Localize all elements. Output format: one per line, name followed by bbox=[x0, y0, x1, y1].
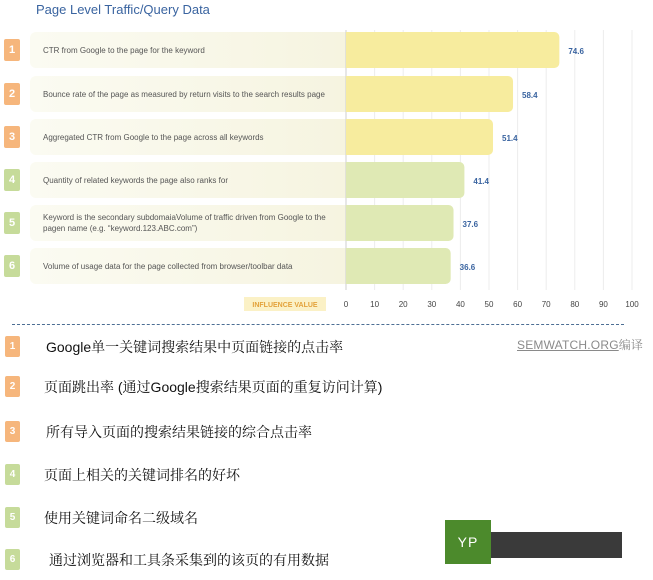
list-item-text: 所有导入页面的搜索结果链接的综合点击率 bbox=[46, 424, 312, 440]
value-label: 41.4 bbox=[473, 177, 489, 186]
divider bbox=[12, 324, 624, 325]
tick-label: 40 bbox=[455, 300, 465, 309]
bar-base bbox=[346, 32, 352, 68]
value-label: 37.6 bbox=[462, 220, 479, 229]
row-number: 1 bbox=[4, 39, 20, 61]
bar-base bbox=[346, 162, 352, 198]
list-number: 1 bbox=[5, 336, 20, 357]
tick-label: 80 bbox=[570, 300, 580, 309]
list-number: 3 bbox=[5, 421, 20, 442]
category-label: Volume of usage data for the page collected from browser/toolbar data bbox=[30, 248, 346, 284]
category-label: CTR from Google to the page for the keyword bbox=[30, 32, 346, 68]
tick-label: 0 bbox=[343, 300, 349, 309]
list-number: 6 bbox=[5, 549, 20, 570]
tick-label: 100 bbox=[625, 300, 639, 309]
row-number: 5 bbox=[4, 212, 20, 234]
bar bbox=[346, 248, 451, 284]
list-item-text: 通过浏览器和工具条采集到的该页的有用数据 bbox=[49, 552, 329, 568]
yp-logo: YP bbox=[445, 520, 491, 564]
category-label: Aggregated CTR from Google to the page across all keywords bbox=[30, 119, 346, 155]
credit bbox=[517, 336, 643, 353]
bar-base bbox=[346, 248, 352, 284]
bar-base bbox=[346, 76, 352, 112]
value-label: 58.4 bbox=[522, 91, 538, 100]
list-number: 5 bbox=[5, 507, 20, 528]
bar bbox=[346, 205, 454, 241]
value-label: 36.6 bbox=[459, 263, 476, 272]
row-number: 2 bbox=[4, 83, 20, 105]
value-label: 51.4 bbox=[502, 134, 518, 143]
tick-label: 90 bbox=[598, 300, 608, 309]
bar bbox=[346, 119, 493, 155]
value-label: 74.6 bbox=[568, 47, 584, 56]
tick-label: 30 bbox=[427, 300, 437, 309]
category-label: Bounce rate of the page as measured by return visits to the search results page bbox=[30, 76, 346, 112]
credit-suffix: 编译 bbox=[618, 338, 644, 352]
tick-label: 50 bbox=[484, 300, 494, 309]
xlabel: INFLUENCE VALUE bbox=[252, 302, 318, 309]
bar-base bbox=[346, 205, 352, 241]
bar bbox=[346, 32, 559, 68]
tick-label: 70 bbox=[541, 300, 551, 309]
list-item-text: 页面上相关的关键词排名的好坏 bbox=[44, 467, 240, 483]
credit-site[interactable]: SEMWATCH.ORG bbox=[517, 338, 619, 352]
row-number: 6 bbox=[4, 255, 20, 277]
row-number: 4 bbox=[4, 169, 20, 191]
tick-label: 20 bbox=[398, 300, 408, 309]
category-label: Quantity of related keywords the page also ranks for bbox=[30, 162, 346, 198]
list-item-text: Google单一关键词搜索结果中页面链接的点击率 bbox=[46, 339, 344, 355]
chart-title: Page Level Traffic/Query Data bbox=[36, 2, 210, 17]
logo-bar bbox=[491, 532, 622, 558]
list-number: 4 bbox=[5, 464, 20, 485]
tick-label: 10 bbox=[370, 300, 380, 309]
tick-label: 60 bbox=[513, 300, 523, 309]
bar bbox=[346, 76, 513, 112]
category-label: Keyword is the secondary subdomaiaVolume of traffic driven from Google to the pagen name (e.g. “keyword.123.ABC.com”) bbox=[30, 205, 346, 241]
row-number: 3 bbox=[4, 126, 20, 148]
list-number: 2 bbox=[5, 376, 20, 397]
list-item-text: 页面跳出率 (通过Google搜索结果页面的重复访问计算) bbox=[44, 379, 383, 395]
bar bbox=[346, 162, 464, 198]
bar-base bbox=[346, 119, 352, 155]
list-item-text: 使用关键词命名二级域名 bbox=[44, 510, 198, 526]
